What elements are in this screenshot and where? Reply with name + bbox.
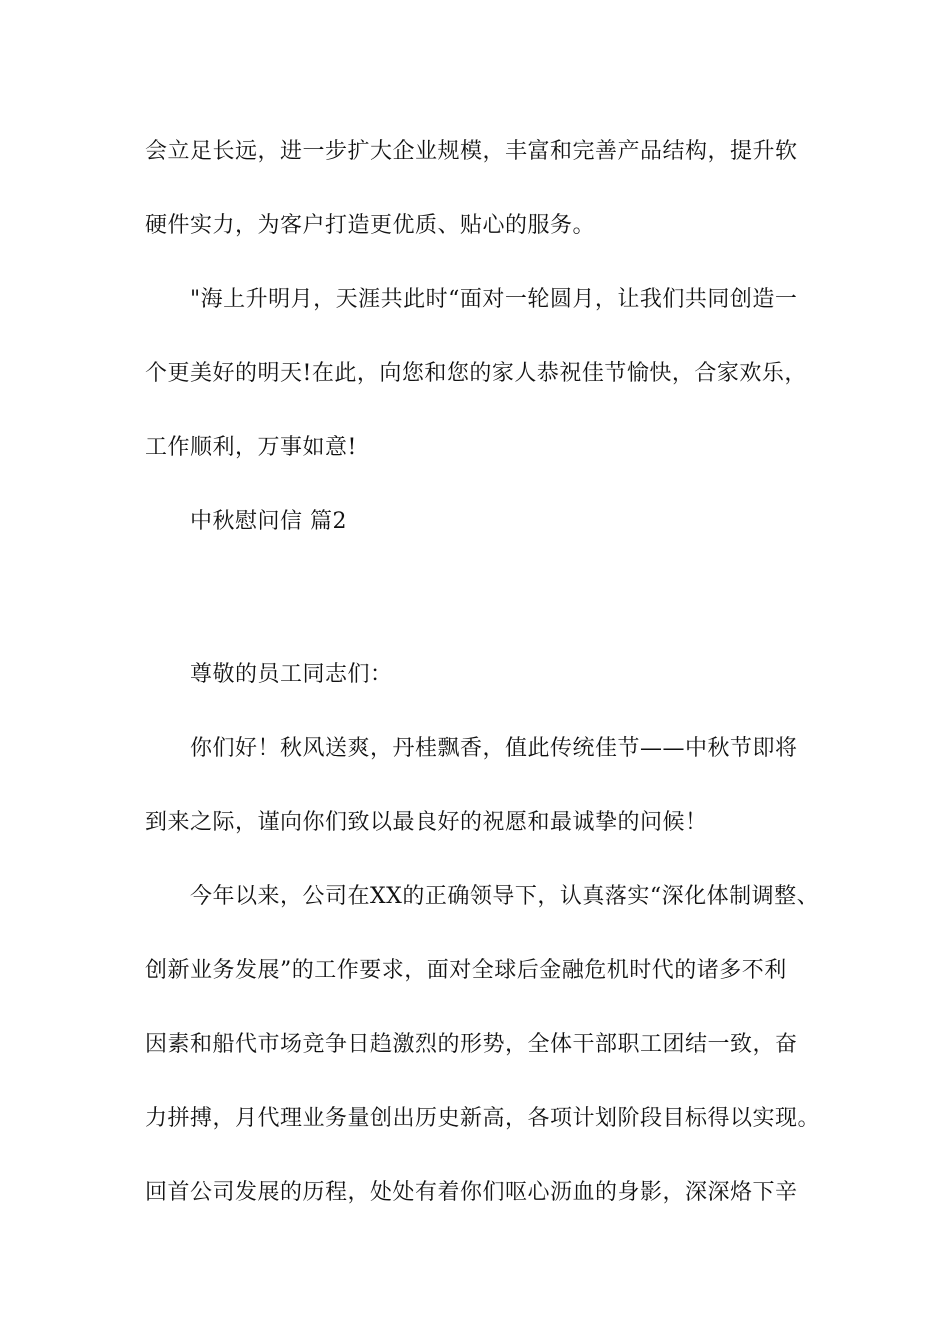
paragraph-line: 会立足长远，进一步扩大企业规模，丰富和完善产品结构，提升软 <box>145 139 798 164</box>
paragraph-line: 到来之际，谨向你们致以最良好的祝愿和最诚挚的问候！ <box>145 810 708 835</box>
paragraph-line: 回首公司发展的历程，处处有着你们呕心沥血的身影，深深烙下辛 <box>145 1180 798 1205</box>
paragraph-line: 因素和船代市场竞争日趋激烈的形势，全体干部职工团结一致，奋 <box>145 1032 798 1057</box>
paragraph-line: 硬件实力，为客户打造更优质、贴心的服务。 <box>145 213 596 238</box>
paragraph-line: 个更美好的明天!在此，向您和您的家人恭祝佳节愉快，合家欢乐， <box>145 361 807 386</box>
paragraph-line: 今年以来，公司在XX的正确领导下，认真落实“深化体制调整、 <box>190 884 820 909</box>
paragraph-line: 创新业务发展”的工作要求，面对全球后金融危机时代的诸多不利 <box>145 958 787 983</box>
salutation: 尊敬的员工同志们： <box>190 662 393 687</box>
paragraph-line: "海上升明月，天涯共此时“面对一轮圆月，让我们共同创造一 <box>190 287 798 312</box>
paragraph-line: 工作顺利，万事如意! <box>145 435 357 460</box>
paragraph-line: 你们好！秋风送爽，丹桂飘香，值此传统佳节——中秋节即将 <box>190 736 798 761</box>
section-heading: 中秋慰问信 篇2 <box>190 509 347 534</box>
paragraph-line: 力拼搏，月代理业务量创出历史新高，各项计划阶段目标得以实现。 <box>145 1106 821 1131</box>
